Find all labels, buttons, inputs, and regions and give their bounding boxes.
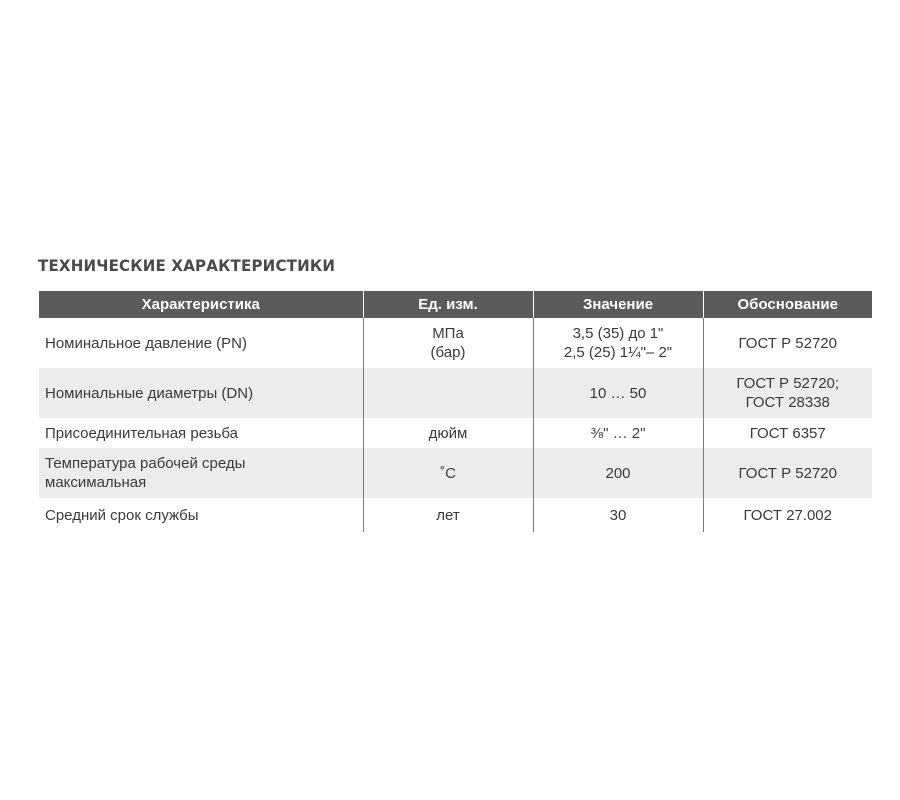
cell-text: Температура рабочей среды xyxy=(45,455,246,472)
basis-cell xyxy=(703,318,872,368)
table-row xyxy=(39,318,872,368)
cell-text: 2,5 (25) 1¼"– 2" xyxy=(563,344,673,361)
cell-text: 10 … 50 xyxy=(589,384,647,402)
cell-text: 3,5 (35) до 1" xyxy=(572,325,664,342)
unit-cell xyxy=(363,498,533,532)
basis-cell xyxy=(703,418,872,448)
cell-text: МПа xyxy=(432,325,464,342)
characteristic-cell xyxy=(39,418,363,448)
cell-text: максимальная xyxy=(45,474,147,491)
table-row xyxy=(39,368,872,418)
header-characteristic: Характеристика xyxy=(39,291,363,318)
characteristic-cell xyxy=(39,448,363,498)
value-cell xyxy=(533,498,703,532)
cell-text: Средний срок службы xyxy=(45,506,199,524)
cell-text: лет xyxy=(436,506,460,524)
cell-text: ГОСТ Р 52720; xyxy=(736,375,840,392)
unit-cell xyxy=(363,448,533,498)
basis-cell xyxy=(703,498,872,532)
cell-text: Номинальное давление (PN) xyxy=(45,334,248,352)
value-cell xyxy=(533,368,703,418)
value-cell xyxy=(533,448,703,498)
cell-text: Присоединительная резьба xyxy=(45,424,238,442)
cell-text: 200 xyxy=(605,464,631,482)
unit-cell xyxy=(363,418,533,448)
cell-text: ГОСТ 27.002 xyxy=(743,506,832,524)
cell-text: ГОСТ Р 52720 xyxy=(738,334,837,352)
cell-text: ГОСТ 6357 xyxy=(749,424,826,442)
header-basis: Обоснование xyxy=(703,291,872,318)
cell-text: ГОСТ Р 52720 xyxy=(738,464,837,482)
cell-text: ˚С xyxy=(440,464,456,482)
cell-text: 30 xyxy=(609,506,627,524)
unit-cell xyxy=(363,318,533,368)
table-row xyxy=(39,418,872,448)
cell-text: ⅜" … 2" xyxy=(590,424,646,442)
value-cell xyxy=(533,318,703,368)
header-unit: Ед. изм. xyxy=(363,291,533,318)
characteristic-cell xyxy=(39,498,363,532)
table-row xyxy=(39,448,872,498)
characteristic-cell xyxy=(39,368,363,418)
unit-cell xyxy=(363,368,533,418)
table-header-row xyxy=(39,291,872,318)
basis-cell xyxy=(703,448,872,498)
specifications-table xyxy=(39,291,872,532)
cell-text: дюйм xyxy=(428,424,468,442)
characteristic-cell xyxy=(39,318,363,368)
value-cell xyxy=(533,418,703,448)
cell-text: (бар) xyxy=(430,344,466,361)
basis-cell xyxy=(703,368,872,418)
cell-text: Номинальные диаметры (DN) xyxy=(45,384,254,402)
header-value: Значение xyxy=(533,291,703,318)
cell-text: ГОСТ 28338 xyxy=(745,394,830,411)
table-row xyxy=(39,498,872,532)
section-title: ТЕХНИЧЕСКИЕ ХАРАКТЕРИСТИКИ xyxy=(38,256,336,275)
